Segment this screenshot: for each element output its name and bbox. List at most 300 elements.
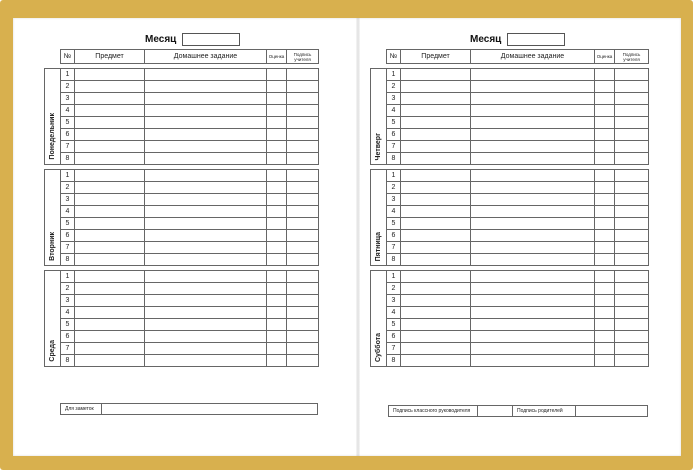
lesson-number: 3 bbox=[61, 93, 75, 105]
lesson-number: 6 bbox=[61, 129, 75, 141]
homework-cell[interactable] bbox=[145, 170, 267, 182]
day-label-cell bbox=[45, 170, 61, 266]
teacher-signature-cell[interactable] bbox=[287, 170, 319, 182]
homework-cell[interactable] bbox=[145, 194, 267, 206]
homework-cell[interactable] bbox=[145, 254, 267, 266]
lesson-row bbox=[45, 355, 319, 367]
day-label-cell bbox=[45, 271, 61, 367]
lesson-row bbox=[45, 343, 319, 355]
lesson-number: 7 bbox=[61, 141, 75, 153]
grade-cell[interactable] bbox=[595, 170, 615, 182]
grade-cell[interactable] bbox=[267, 93, 287, 105]
homework-cell[interactable] bbox=[145, 319, 267, 331]
lesson-number: 6 bbox=[387, 129, 401, 141]
teacher-signature-cell[interactable] bbox=[615, 170, 649, 182]
grade-cell[interactable] bbox=[595, 81, 615, 93]
lesson-row bbox=[371, 343, 649, 355]
teacher-signature-cell[interactable] bbox=[615, 93, 649, 105]
teacher-signature-cell[interactable] bbox=[615, 242, 649, 254]
lesson-number: 2 bbox=[61, 81, 75, 93]
grade-cell[interactable] bbox=[595, 319, 615, 331]
grade-cell[interactable] bbox=[595, 141, 615, 153]
homework-cell[interactable] bbox=[471, 194, 595, 206]
lesson-number: 8 bbox=[387, 254, 401, 266]
lesson-row bbox=[371, 218, 649, 230]
lesson-row bbox=[371, 129, 649, 141]
day-label-cell bbox=[371, 170, 387, 266]
homework-cell[interactable] bbox=[145, 153, 267, 165]
lesson-row bbox=[371, 242, 649, 254]
subject-cell[interactable] bbox=[75, 81, 145, 93]
homework-cell[interactable] bbox=[471, 218, 595, 230]
lesson-row bbox=[45, 242, 319, 254]
teacher-signature-cell[interactable] bbox=[615, 129, 649, 141]
teacher-signature-cell[interactable] bbox=[287, 153, 319, 165]
subject-cell[interactable] bbox=[75, 105, 145, 117]
homework-cell[interactable] bbox=[145, 242, 267, 254]
lesson-number: 1 bbox=[61, 69, 75, 81]
subject-cell[interactable] bbox=[75, 218, 145, 230]
lesson-number: 8 bbox=[61, 355, 75, 367]
grade-cell[interactable] bbox=[267, 283, 287, 295]
grade-cell[interactable] bbox=[595, 218, 615, 230]
lesson-row bbox=[371, 230, 649, 242]
teacher-signature-cell[interactable] bbox=[287, 129, 319, 141]
lesson-number: 7 bbox=[387, 141, 401, 153]
grade-cell[interactable] bbox=[595, 182, 615, 194]
left-schedule-table bbox=[44, 49, 319, 367]
grade-cell[interactable] bbox=[267, 117, 287, 129]
lesson-number: 4 bbox=[61, 105, 75, 117]
teacher-signature-cell[interactable] bbox=[615, 230, 649, 242]
lesson-row bbox=[45, 319, 319, 331]
homework-cell[interactable] bbox=[471, 254, 595, 266]
subject-cell[interactable] bbox=[401, 194, 471, 206]
grade-cell[interactable] bbox=[267, 141, 287, 153]
lesson-number: 1 bbox=[61, 271, 75, 283]
lesson-row bbox=[371, 81, 649, 93]
grade-cell[interactable] bbox=[595, 93, 615, 105]
homework-cell[interactable] bbox=[471, 105, 595, 117]
lesson-row bbox=[45, 170, 319, 182]
lesson-row bbox=[371, 319, 649, 331]
homework-cell[interactable] bbox=[145, 295, 267, 307]
lesson-number: 7 bbox=[61, 343, 75, 355]
teacher-signature-cell[interactable] bbox=[615, 153, 649, 165]
homework-cell[interactable] bbox=[145, 343, 267, 355]
teacher-signature-cell[interactable] bbox=[615, 283, 649, 295]
subject-cell[interactable] bbox=[401, 319, 471, 331]
homework-cell[interactable] bbox=[145, 93, 267, 105]
lesson-row bbox=[45, 93, 319, 105]
teacher-signature-cell[interactable] bbox=[615, 331, 649, 343]
subject-cell[interactable] bbox=[401, 153, 471, 165]
day-name: Четверг bbox=[375, 132, 382, 160]
grade-cell[interactable] bbox=[267, 307, 287, 319]
lesson-row bbox=[371, 170, 649, 182]
teacher-signature-cell[interactable] bbox=[615, 254, 649, 266]
day-label-cell bbox=[371, 271, 387, 367]
subject-cell[interactable] bbox=[401, 307, 471, 319]
teacher-signature-cell[interactable] bbox=[287, 182, 319, 194]
lesson-row bbox=[371, 117, 649, 129]
teacher-signature-cell[interactable] bbox=[287, 105, 319, 117]
grade-cell[interactable] bbox=[595, 117, 615, 129]
subject-cell[interactable] bbox=[75, 93, 145, 105]
lesson-number: 6 bbox=[61, 331, 75, 343]
grade-cell[interactable] bbox=[595, 153, 615, 165]
right-month-input-box[interactable] bbox=[507, 33, 565, 46]
homework-cell[interactable] bbox=[471, 81, 595, 93]
teacher-signature-cell[interactable] bbox=[287, 218, 319, 230]
subject-cell[interactable] bbox=[401, 242, 471, 254]
homework-cell[interactable] bbox=[145, 81, 267, 93]
lesson-number: 8 bbox=[387, 355, 401, 367]
lesson-row bbox=[371, 182, 649, 194]
grade-cell[interactable] bbox=[267, 230, 287, 242]
lesson-row bbox=[45, 271, 319, 283]
homework-cell[interactable] bbox=[145, 105, 267, 117]
grade-cell[interactable] bbox=[267, 271, 287, 283]
teacher-signature-cell[interactable] bbox=[287, 295, 319, 307]
lesson-number: 3 bbox=[387, 295, 401, 307]
lesson-number: 6 bbox=[387, 230, 401, 242]
lesson-row bbox=[45, 206, 319, 218]
lesson-number: 3 bbox=[61, 295, 75, 307]
homework-cell[interactable] bbox=[471, 355, 595, 367]
header-number: № bbox=[61, 50, 75, 64]
lesson-number: 6 bbox=[387, 331, 401, 343]
subject-cell[interactable] bbox=[401, 93, 471, 105]
subject-cell[interactable] bbox=[401, 295, 471, 307]
teacher-signature-cell[interactable] bbox=[287, 242, 319, 254]
subject-cell[interactable] bbox=[401, 218, 471, 230]
lesson-row bbox=[371, 295, 649, 307]
grade-cell[interactable] bbox=[267, 81, 287, 93]
lesson-row bbox=[45, 307, 319, 319]
lesson-number: 5 bbox=[387, 319, 401, 331]
grade-cell[interactable] bbox=[267, 170, 287, 182]
header-teacher-signature: Подпись учителя bbox=[287, 50, 319, 64]
homework-cell[interactable] bbox=[471, 271, 595, 283]
homework-cell[interactable] bbox=[471, 170, 595, 182]
lesson-number: 7 bbox=[387, 343, 401, 355]
grade-cell[interactable] bbox=[267, 218, 287, 230]
teacher-signature-cell[interactable] bbox=[615, 182, 649, 194]
header-homework: Домашнее задание bbox=[471, 50, 595, 64]
lesson-row bbox=[45, 218, 319, 230]
grade-cell[interactable] bbox=[595, 254, 615, 266]
subject-cell[interactable] bbox=[401, 141, 471, 153]
header-subject: Предмет bbox=[75, 50, 145, 64]
lesson-row bbox=[371, 254, 649, 266]
subject-cell[interactable] bbox=[401, 206, 471, 218]
grade-cell[interactable] bbox=[595, 230, 615, 242]
header-subject: Предмет bbox=[401, 50, 471, 64]
lesson-number: 5 bbox=[61, 218, 75, 230]
teacher-signature-cell[interactable] bbox=[615, 206, 649, 218]
subject-cell[interactable] bbox=[75, 69, 145, 81]
homework-cell[interactable] bbox=[145, 141, 267, 153]
teacher-signature-cell[interactable] bbox=[287, 254, 319, 266]
subject-cell[interactable] bbox=[401, 355, 471, 367]
lesson-number: 2 bbox=[387, 81, 401, 93]
subject-cell[interactable] bbox=[75, 355, 145, 367]
homework-cell[interactable] bbox=[471, 295, 595, 307]
lesson-row bbox=[371, 271, 649, 283]
left-month-label: Месяц bbox=[145, 33, 177, 45]
teacher-signature-cell[interactable] bbox=[615, 194, 649, 206]
homework-cell[interactable] bbox=[145, 355, 267, 367]
subject-cell[interactable] bbox=[75, 295, 145, 307]
lesson-number: 4 bbox=[61, 206, 75, 218]
grade-cell[interactable] bbox=[595, 295, 615, 307]
lesson-row bbox=[45, 295, 319, 307]
subject-cell[interactable] bbox=[75, 230, 145, 242]
teacher-signature-cell[interactable] bbox=[287, 69, 319, 81]
grade-cell[interactable] bbox=[267, 331, 287, 343]
subject-cell[interactable] bbox=[401, 182, 471, 194]
header-grade: Оценка bbox=[595, 50, 615, 64]
lesson-number: 4 bbox=[387, 206, 401, 218]
homework-cell[interactable] bbox=[471, 117, 595, 129]
lesson-row bbox=[371, 206, 649, 218]
notes-field[interactable] bbox=[102, 404, 317, 414]
lesson-number: 5 bbox=[387, 117, 401, 129]
homework-cell[interactable] bbox=[471, 230, 595, 242]
subject-cell[interactable] bbox=[75, 153, 145, 165]
grade-cell[interactable] bbox=[595, 283, 615, 295]
subject-cell[interactable] bbox=[75, 129, 145, 141]
homework-cell[interactable] bbox=[471, 242, 595, 254]
grade-cell[interactable] bbox=[595, 242, 615, 254]
teacher-signature-cell[interactable] bbox=[287, 271, 319, 283]
homework-cell[interactable] bbox=[471, 307, 595, 319]
lesson-row bbox=[371, 194, 649, 206]
grade-cell[interactable] bbox=[267, 129, 287, 141]
homework-cell[interactable] bbox=[145, 218, 267, 230]
grade-cell[interactable] bbox=[595, 206, 615, 218]
grade-cell[interactable] bbox=[267, 69, 287, 81]
homework-cell[interactable] bbox=[145, 117, 267, 129]
grade-cell[interactable] bbox=[595, 307, 615, 319]
lesson-row bbox=[45, 69, 319, 81]
teacher-signature-cell[interactable] bbox=[615, 355, 649, 367]
left-notes-row bbox=[60, 403, 318, 415]
grade-cell[interactable] bbox=[267, 319, 287, 331]
teacher-signature-cell[interactable] bbox=[287, 307, 319, 319]
grade-cell[interactable] bbox=[595, 355, 615, 367]
subject-cell[interactable] bbox=[401, 105, 471, 117]
teacher-signature-cell[interactable] bbox=[287, 319, 319, 331]
lesson-row bbox=[371, 141, 649, 153]
right-month-field bbox=[470, 32, 565, 46]
lesson-number: 2 bbox=[387, 283, 401, 295]
teacher-signature-cell[interactable] bbox=[615, 319, 649, 331]
lesson-number: 7 bbox=[61, 242, 75, 254]
grade-cell[interactable] bbox=[595, 105, 615, 117]
subject-cell[interactable] bbox=[75, 206, 145, 218]
subject-cell[interactable] bbox=[75, 271, 145, 283]
subject-cell[interactable] bbox=[401, 271, 471, 283]
teacher-signature-cell[interactable] bbox=[287, 141, 319, 153]
lesson-row bbox=[45, 117, 319, 129]
lesson-number: 7 bbox=[387, 242, 401, 254]
teacher-signature-cell[interactable] bbox=[287, 206, 319, 218]
header-grade: Оценка bbox=[267, 50, 287, 64]
teacher-signature-cell[interactable] bbox=[287, 194, 319, 206]
lesson-number: 1 bbox=[61, 170, 75, 182]
lesson-row bbox=[371, 153, 649, 165]
lesson-number: 3 bbox=[61, 194, 75, 206]
subject-cell[interactable] bbox=[401, 230, 471, 242]
lesson-number: 8 bbox=[61, 254, 75, 266]
lesson-number: 6 bbox=[61, 230, 75, 242]
teacher-signature-cell[interactable] bbox=[287, 343, 319, 355]
subject-cell[interactable] bbox=[75, 117, 145, 129]
subject-cell[interactable] bbox=[401, 129, 471, 141]
teacher-signature-cell[interactable] bbox=[287, 355, 319, 367]
homework-cell[interactable] bbox=[145, 271, 267, 283]
subject-cell[interactable] bbox=[75, 254, 145, 266]
lesson-row bbox=[371, 283, 649, 295]
grade-cell[interactable] bbox=[595, 271, 615, 283]
teacher-signature-cell[interactable] bbox=[287, 117, 319, 129]
subject-cell[interactable] bbox=[75, 343, 145, 355]
lesson-number: 3 bbox=[387, 194, 401, 206]
grade-cell[interactable] bbox=[595, 129, 615, 141]
homework-cell[interactable] bbox=[471, 93, 595, 105]
homework-cell[interactable] bbox=[471, 182, 595, 194]
homework-cell[interactable] bbox=[145, 230, 267, 242]
lesson-row bbox=[45, 331, 319, 343]
homework-cell[interactable] bbox=[471, 343, 595, 355]
subject-cell[interactable] bbox=[75, 141, 145, 153]
grade-cell[interactable] bbox=[595, 343, 615, 355]
day-label-cell bbox=[45, 69, 61, 165]
teacher-signature-cell[interactable] bbox=[615, 307, 649, 319]
day-name: Среда bbox=[49, 340, 56, 362]
subject-cell[interactable] bbox=[75, 194, 145, 206]
grade-cell[interactable] bbox=[267, 194, 287, 206]
lesson-row bbox=[45, 194, 319, 206]
header-number: № bbox=[387, 50, 401, 64]
lesson-number: 1 bbox=[387, 69, 401, 81]
parents-signature-field[interactable] bbox=[576, 406, 647, 416]
teacher-signature-cell[interactable] bbox=[615, 105, 649, 117]
grade-cell[interactable] bbox=[267, 343, 287, 355]
lesson-row bbox=[45, 105, 319, 117]
teacher-signature-cell[interactable] bbox=[287, 283, 319, 295]
subject-cell[interactable] bbox=[401, 254, 471, 266]
lesson-number: 4 bbox=[387, 105, 401, 117]
homework-cell[interactable] bbox=[471, 129, 595, 141]
right-signature-row bbox=[388, 405, 648, 417]
teacher-signature-cell[interactable] bbox=[287, 230, 319, 242]
grade-cell[interactable] bbox=[267, 182, 287, 194]
teacher-signature-cell[interactable] bbox=[615, 343, 649, 355]
grade-cell[interactable] bbox=[267, 153, 287, 165]
subject-cell[interactable] bbox=[75, 283, 145, 295]
grade-cell[interactable] bbox=[595, 69, 615, 81]
lesson-row bbox=[371, 355, 649, 367]
subject-cell[interactable] bbox=[75, 182, 145, 194]
lesson-row bbox=[45, 182, 319, 194]
left-month-input-box[interactable] bbox=[182, 33, 240, 46]
homework-cell[interactable] bbox=[471, 153, 595, 165]
teacher-signature-cell[interactable] bbox=[615, 218, 649, 230]
subject-cell[interactable] bbox=[401, 170, 471, 182]
subject-cell[interactable] bbox=[75, 307, 145, 319]
teacher-signature-cell[interactable] bbox=[287, 331, 319, 343]
lesson-row bbox=[45, 230, 319, 242]
lesson-number: 5 bbox=[61, 117, 75, 129]
subject-cell[interactable] bbox=[75, 331, 145, 343]
teacher-signature-cell[interactable] bbox=[287, 81, 319, 93]
grade-cell[interactable] bbox=[595, 331, 615, 343]
grade-cell[interactable] bbox=[595, 194, 615, 206]
homework-cell[interactable] bbox=[471, 141, 595, 153]
homework-cell[interactable] bbox=[145, 307, 267, 319]
homework-cell[interactable] bbox=[471, 206, 595, 218]
homework-cell[interactable] bbox=[471, 319, 595, 331]
homework-cell[interactable] bbox=[145, 129, 267, 141]
subject-cell[interactable] bbox=[401, 117, 471, 129]
teacher-signature-cell[interactable] bbox=[287, 93, 319, 105]
homework-cell[interactable] bbox=[145, 206, 267, 218]
header-homework: Домашнее задание bbox=[145, 50, 267, 64]
teacher-signature-cell[interactable] bbox=[615, 295, 649, 307]
homework-cell[interactable] bbox=[471, 283, 595, 295]
grade-cell[interactable] bbox=[267, 355, 287, 367]
teacher-signature-cell[interactable] bbox=[615, 117, 649, 129]
homework-cell[interactable] bbox=[145, 182, 267, 194]
homework-cell[interactable] bbox=[145, 69, 267, 81]
lesson-row bbox=[371, 105, 649, 117]
lesson-row bbox=[45, 141, 319, 153]
subject-cell[interactable] bbox=[75, 170, 145, 182]
lesson-number: 1 bbox=[387, 271, 401, 283]
subject-cell[interactable] bbox=[401, 343, 471, 355]
teacher-signature-cell[interactable] bbox=[615, 141, 649, 153]
left-month-field bbox=[145, 32, 240, 46]
subject-cell[interactable] bbox=[75, 242, 145, 254]
homework-cell[interactable] bbox=[145, 283, 267, 295]
teacher-signature-cell[interactable] bbox=[615, 271, 649, 283]
subject-cell[interactable] bbox=[401, 69, 471, 81]
homework-cell[interactable] bbox=[145, 331, 267, 343]
grade-cell[interactable] bbox=[267, 295, 287, 307]
day-name: Вторник bbox=[49, 232, 56, 261]
header-teacher-signature: Подпись учителя bbox=[615, 50, 649, 64]
grade-cell[interactable] bbox=[267, 242, 287, 254]
right-schedule-table bbox=[370, 49, 649, 367]
teacher-signature-cell[interactable] bbox=[615, 69, 649, 81]
subject-cell[interactable] bbox=[401, 81, 471, 93]
subject-cell[interactable] bbox=[75, 319, 145, 331]
lesson-row bbox=[45, 129, 319, 141]
grade-cell[interactable] bbox=[267, 206, 287, 218]
grade-cell[interactable] bbox=[267, 105, 287, 117]
subject-cell[interactable] bbox=[401, 331, 471, 343]
lesson-number: 5 bbox=[387, 218, 401, 230]
homework-cell[interactable] bbox=[471, 331, 595, 343]
class-teacher-signature-field[interactable] bbox=[478, 406, 512, 416]
teacher-signature-cell[interactable] bbox=[615, 81, 649, 93]
grade-cell[interactable] bbox=[267, 254, 287, 266]
subject-cell[interactable] bbox=[401, 283, 471, 295]
homework-cell[interactable] bbox=[471, 69, 595, 81]
